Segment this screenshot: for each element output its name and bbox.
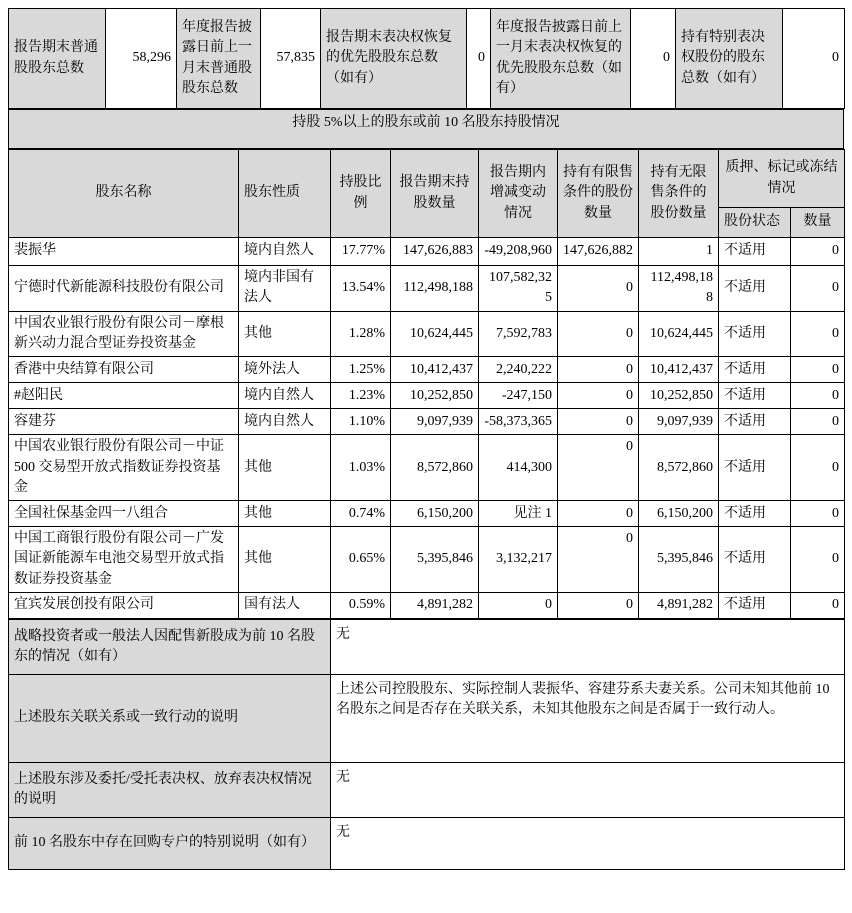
section-title-band [8, 109, 844, 149]
note-row-related-relationships [9, 675, 845, 763]
cell-holding-ratio: 1.10% [331, 409, 391, 435]
cell-pledge-qty: 0 [791, 266, 845, 312]
header-pledge-qty: 数量 [791, 208, 845, 238]
cell-unrestricted-shares: 8,572,860 [639, 435, 719, 501]
header-unrestricted-shares: 持有无限售条件的股份数量 [639, 150, 719, 238]
summary-value-special-voting-shareholders: 0 [783, 9, 845, 109]
cell-restricted-shares: 0 [558, 266, 639, 312]
cell-shareholder-nature: 其他 [239, 311, 331, 357]
note-label-strategic-investors: 战略投资者或一般法人因配售新股成为前 10 名股东的情况（如有） [9, 620, 331, 675]
header-restricted-shares: 持有有限售条件的股份数量 [558, 150, 639, 238]
summary-value-preferred-shareholders-end: 0 [467, 9, 491, 109]
cell-restricted-shares: 0 [558, 593, 639, 619]
cell-pledge-qty: 0 [791, 238, 845, 266]
cell-pledge-status: 不适用 [719, 527, 791, 593]
cell-restricted-shares: 0 [558, 435, 639, 501]
cell-shareholder-name: 全国社保基金四一八组合 [9, 501, 239, 527]
cell-shareholder-name: 容建芬 [9, 409, 239, 435]
note-label-related-relationships: 上述股东关联关系或一致行动的说明 [9, 675, 331, 763]
cell-change: 107,582,325 [479, 266, 558, 312]
summary-label-preferred-shareholders-end: 报告期末表决权恢复的优先股股东总数（如有） [321, 9, 467, 109]
note-row-voting-rights [9, 763, 845, 818]
shareholder-row [9, 266, 845, 312]
cell-holding-ratio: 1.25% [331, 357, 391, 383]
cell-pledge-status: 不适用 [719, 311, 791, 357]
cell-change: 3,132,217 [479, 527, 558, 593]
cell-shareholder-name: 裴振华 [9, 238, 239, 266]
cell-change: 0 [479, 593, 558, 619]
note-content-voting-rights: 无 [331, 763, 845, 818]
cell-pledge-status: 不适用 [719, 435, 791, 501]
cell-pledge-qty: 0 [791, 357, 845, 383]
shareholders-report-table [8, 8, 844, 870]
cell-shares-end: 10,412,437 [391, 357, 479, 383]
table-header-row [9, 150, 845, 208]
note-row-strategic-investors [9, 620, 845, 675]
shareholder-row [9, 311, 845, 357]
top-shareholders-table [8, 149, 845, 619]
cell-shareholder-name: 中国工商银行股份有限公司－广发国证新能源车电池交易型开放式指数证券投资基金 [9, 527, 239, 593]
cell-shareholder-nature: 国有法人 [239, 593, 331, 619]
cell-unrestricted-shares: 112,498,188 [639, 266, 719, 312]
cell-change: -58,373,365 [479, 409, 558, 435]
cell-restricted-shares: 0 [558, 409, 639, 435]
cell-holding-ratio: 17.77% [331, 238, 391, 266]
cell-shareholder-name: 宜宾发展创投有限公司 [9, 593, 239, 619]
cell-change: -49,208,960 [479, 238, 558, 266]
cell-shareholder-nature: 境内自然人 [239, 383, 331, 409]
header-shareholder-nature: 股东性质 [239, 150, 331, 238]
notes-table [8, 619, 845, 870]
cell-shareholder-name: #赵阳民 [9, 383, 239, 409]
cell-shares-end: 10,624,445 [391, 311, 479, 357]
cell-pledge-status: 不适用 [719, 357, 791, 383]
cell-holding-ratio: 1.03% [331, 435, 391, 501]
cell-pledge-status: 不适用 [719, 266, 791, 312]
summary-label-ordinary-shareholders-prior-month: 年度报告披露日前上一月末普通股股东总数 [177, 9, 261, 109]
header-change: 报告期内增减变动情况 [479, 150, 558, 238]
cell-restricted-shares: 0 [558, 501, 639, 527]
cell-unrestricted-shares: 10,252,850 [639, 383, 719, 409]
header-pledge-status: 股份状态 [719, 208, 791, 238]
summary-value-ordinary-shareholders-end: 58,296 [106, 9, 177, 109]
cell-unrestricted-shares: 10,624,445 [639, 311, 719, 357]
shareholder-row [9, 435, 845, 501]
cell-pledge-status: 不适用 [719, 501, 791, 527]
cell-shares-end: 9,097,939 [391, 409, 479, 435]
cell-shares-end: 112,498,188 [391, 266, 479, 312]
cell-change: 414,300 [479, 435, 558, 501]
summary-label-ordinary-shareholders-end: 报告期末普通股股东总数 [9, 9, 106, 109]
cell-change: 7,592,783 [479, 311, 558, 357]
cell-change: 2,240,222 [479, 357, 558, 383]
cell-shareholder-nature: 境内非国有法人 [239, 266, 331, 312]
cell-unrestricted-shares: 1 [639, 238, 719, 266]
note-label-repurchase-account: 前 10 名股东中存在回购专户的特别说明（如有） [9, 818, 331, 870]
shareholder-row [9, 501, 845, 527]
cell-holding-ratio: 0.74% [331, 501, 391, 527]
note-content-related-relationships: 上述公司控股股东、实际控制人裴振华、容建芬系夫妻关系。公司未知其他前 10 名股东之间是否存在关联关系，未知其他股东之间是否属于一致行动人。 [331, 675, 845, 763]
cell-shareholder-nature: 境外法人 [239, 357, 331, 383]
cell-shares-end: 5,395,846 [391, 527, 479, 593]
cell-shareholder-nature: 其他 [239, 501, 331, 527]
cell-unrestricted-shares: 5,395,846 [639, 527, 719, 593]
shareholder-row [9, 357, 845, 383]
cell-holding-ratio: 1.28% [331, 311, 391, 357]
cell-shares-end: 10,252,850 [391, 383, 479, 409]
summary-label-preferred-shareholders-prior-month: 年度报告披露日前上一月末表决权恢复的优先股股东总数（如有） [491, 9, 631, 109]
cell-shareholder-nature: 境内自然人 [239, 238, 331, 266]
shareholder-summary-table [8, 8, 845, 109]
note-content-repurchase-account: 无 [331, 818, 845, 870]
shareholder-row [9, 593, 845, 619]
cell-pledge-qty: 0 [791, 311, 845, 357]
summary-value-ordinary-shareholders-prior-month: 57,835 [261, 9, 321, 109]
summary-value-preferred-shareholders-prior-month: 0 [631, 9, 676, 109]
cell-shareholder-name: 宁德时代新能源科技股份有限公司 [9, 266, 239, 312]
cell-unrestricted-shares: 10,412,437 [639, 357, 719, 383]
cell-restricted-shares: 147,626,882 [558, 238, 639, 266]
summary-row [9, 9, 845, 109]
cell-shares-end: 4,891,282 [391, 593, 479, 619]
cell-pledge-qty: 0 [791, 527, 845, 593]
shareholder-row [9, 238, 845, 266]
cell-pledge-qty: 0 [791, 593, 845, 619]
cell-pledge-qty: 0 [791, 501, 845, 527]
cell-unrestricted-shares: 9,097,939 [639, 409, 719, 435]
cell-pledge-status: 不适用 [719, 409, 791, 435]
cell-restricted-shares: 0 [558, 383, 639, 409]
cell-shareholder-nature: 其他 [239, 527, 331, 593]
shareholder-row [9, 527, 845, 593]
cell-pledge-status: 不适用 [719, 593, 791, 619]
cell-shares-end: 147,626,883 [391, 238, 479, 266]
cell-pledge-qty: 0 [791, 383, 845, 409]
cell-shares-end: 6,150,200 [391, 501, 479, 527]
cell-shares-end: 8,572,860 [391, 435, 479, 501]
cell-unrestricted-shares: 4,891,282 [639, 593, 719, 619]
cell-shareholder-nature: 境内自然人 [239, 409, 331, 435]
cell-shareholder-nature: 其他 [239, 435, 331, 501]
cell-pledge-qty: 0 [791, 409, 845, 435]
header-holding-ratio: 持股比例 [331, 150, 391, 238]
note-row-repurchase-account [9, 818, 845, 870]
header-shareholder-name: 股东名称 [9, 150, 239, 238]
cell-unrestricted-shares: 6,150,200 [639, 501, 719, 527]
cell-holding-ratio: 13.54% [331, 266, 391, 312]
cell-holding-ratio: 0.59% [331, 593, 391, 619]
cell-shareholder-name: 中国农业银行股份有限公司－中证 500 交易型开放式指数证券投资基金 [9, 435, 239, 501]
section-title: 持股 5%以上的股东或前 10 名股东持股情况 [9, 110, 844, 149]
cell-pledge-qty: 0 [791, 435, 845, 501]
cell-restricted-shares: 0 [558, 357, 639, 383]
cell-shareholder-name: 中国农业银行股份有限公司－摩根新兴动力混合型证券投资基金 [9, 311, 239, 357]
cell-holding-ratio: 1.23% [331, 383, 391, 409]
cell-holding-ratio: 0.65% [331, 527, 391, 593]
cell-restricted-shares: 0 [558, 527, 639, 593]
shareholder-row [9, 383, 845, 409]
note-label-voting-rights: 上述股东涉及委托/受托表决权、放弃表决权情况的说明 [9, 763, 331, 818]
note-content-strategic-investors: 无 [331, 620, 845, 675]
cell-pledge-status: 不适用 [719, 383, 791, 409]
cell-pledge-status: 不适用 [719, 238, 791, 266]
shareholder-row [9, 409, 845, 435]
cell-restricted-shares: 0 [558, 311, 639, 357]
header-pledge: 质押、标记或冻结情况 [719, 150, 845, 208]
cell-change: -247,150 [479, 383, 558, 409]
cell-shareholder-name: 香港中央结算有限公司 [9, 357, 239, 383]
header-shares-end: 报告期末持股数量 [391, 150, 479, 238]
cell-change: 见注 1 [479, 501, 558, 527]
summary-label-special-voting-shareholders: 持有特别表决权股份的股东总数（如有） [676, 9, 783, 109]
